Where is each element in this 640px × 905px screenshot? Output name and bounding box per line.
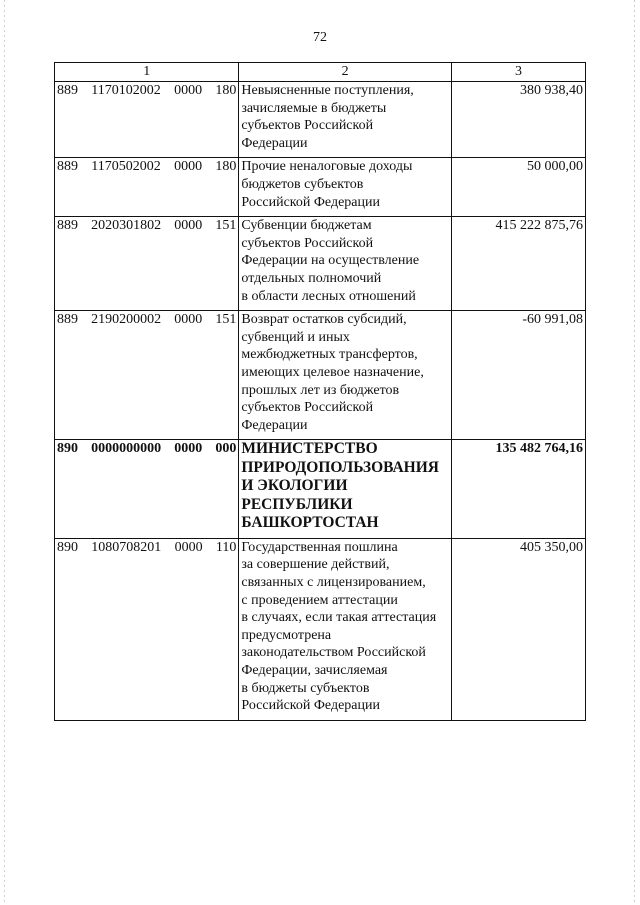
table-body — [55, 63, 586, 721]
table-row-ministry — [55, 440, 586, 539]
name-cell — [239, 82, 452, 158]
code-main: 1170502002 — [91, 159, 161, 175]
name-line: Федерации — [241, 135, 308, 151]
budget-classification-code — [57, 158, 236, 176]
code-admin: 890 — [57, 539, 78, 555]
name-line: за совершение действий, — [241, 557, 390, 573]
name-cell — [239, 311, 452, 440]
sum-cell: 50 000,00 — [451, 158, 585, 217]
scan-edge-left — [4, 0, 5, 905]
table-row — [55, 311, 586, 440]
name-line: в бюджеты субъектов — [241, 680, 370, 696]
header-col-1: 1 — [55, 63, 239, 82]
table-row — [55, 158, 586, 217]
name-line: ПРИРОДОПОЛЬЗОВАНИЯ — [241, 458, 439, 476]
name-line: Федерации — [241, 417, 308, 433]
name-cell — [239, 217, 452, 311]
code-cell — [55, 538, 239, 720]
name-line: Невыясненные поступления, — [241, 83, 414, 98]
name-line: субъектов Российской — [241, 235, 374, 251]
table-row — [55, 82, 586, 158]
code-program: 0000 — [174, 312, 203, 328]
name-line: межбюджетных трансфертов, — [241, 347, 418, 363]
code-admin: 890 — [57, 441, 78, 457]
name-line: бюджетов субъектов — [241, 176, 364, 192]
name-line: субъектов Российской — [241, 118, 374, 134]
code-main: 0000000000 — [91, 441, 162, 457]
code-program: 0000 — [174, 218, 203, 234]
code-program: 0000 — [174, 441, 203, 457]
code-program: 0000 — [174, 83, 203, 98]
name-line: МИНИСТЕРСТВО — [241, 440, 378, 458]
name-line: субъектов Российской — [241, 400, 374, 416]
code-main: 1170102002 — [91, 83, 161, 98]
code-cell — [55, 158, 239, 217]
code-cell — [55, 82, 239, 158]
code-economic: 180 — [215, 83, 237, 98]
name-cell — [239, 440, 452, 539]
header-col-3: 3 — [451, 63, 585, 82]
sum-cell: -60 991,08 — [451, 311, 585, 440]
name-cell — [239, 538, 452, 720]
code-admin: 889 — [57, 312, 78, 328]
name-line: субвенций и иных — [241, 329, 350, 345]
code-program: 0000 — [174, 539, 203, 555]
name-line: БАШКОРТОСТАН — [241, 514, 379, 532]
name-line: имеющих целевое назначение, — [241, 364, 424, 380]
sum-cell: 380 938,40 — [451, 82, 585, 158]
code-main: 2190200002 — [91, 312, 162, 328]
name-line: Федерации, зачисляемая — [241, 662, 388, 678]
budget-classification-code — [57, 311, 236, 329]
code-main: 2020301802 — [91, 218, 162, 234]
code-economic: 110 — [215, 539, 237, 555]
code-admin: 889 — [57, 218, 78, 234]
budget-classification-code — [57, 217, 236, 235]
name-line: зачисляемые в бюджеты — [241, 100, 387, 116]
name-cell — [239, 158, 452, 217]
name-line: Государственная пошлина — [241, 539, 398, 555]
header-col-2: 2 — [239, 63, 452, 82]
budget-classification-code — [57, 82, 236, 100]
name-line: РЕСПУБЛИКИ — [241, 495, 353, 513]
page-number: 72 — [313, 30, 327, 45]
name-line: Возврат остатков субсидий, — [241, 312, 407, 328]
code-program: 0000 — [174, 159, 203, 175]
code-admin: 889 — [57, 83, 78, 98]
code-economic: 151 — [215, 312, 237, 328]
table-row — [55, 538, 586, 720]
sum-cell: 135 482 764,16 — [451, 440, 585, 539]
budget-classification-code — [57, 539, 236, 557]
sum-cell: 405 350,00 — [451, 538, 585, 720]
budget-table — [54, 62, 586, 721]
code-economic: 151 — [215, 218, 237, 234]
name-line: Российской Федерации — [241, 698, 380, 714]
name-line: в области лесных отношений — [241, 288, 416, 304]
table-row — [55, 217, 586, 311]
table-header-row — [55, 63, 586, 82]
name-line: Федерации на осуществление — [241, 253, 420, 269]
name-line: Российской Федерации — [241, 194, 380, 210]
name-line: И ЭКОЛОГИИ — [241, 477, 348, 495]
budget-classification-code — [57, 440, 236, 458]
name-line: с проведением аттестации — [241, 592, 398, 608]
code-main: 1080708201 — [91, 539, 162, 555]
code-cell — [55, 311, 239, 440]
code-cell — [55, 217, 239, 311]
code-economic: 180 — [215, 159, 237, 175]
code-admin: 889 — [57, 159, 78, 175]
name-line: законодательством Российской — [241, 645, 426, 661]
code-economic: 000 — [215, 441, 237, 457]
sum-cell: 415 222 875,76 — [451, 217, 585, 311]
name-line: Субвенции бюджетам — [241, 218, 372, 234]
name-line: предусмотрена — [241, 627, 332, 643]
scan-edge-right — [634, 0, 635, 905]
name-line: связанных с лицензированием, — [241, 574, 426, 590]
code-cell — [55, 440, 239, 539]
name-line: отдельных полномочий — [241, 270, 382, 286]
name-line: Прочие неналоговые доходы — [241, 159, 413, 175]
name-line: в случаях, если такая аттестация — [241, 610, 437, 626]
name-line: прошлых лет из бюджетов — [241, 382, 400, 398]
